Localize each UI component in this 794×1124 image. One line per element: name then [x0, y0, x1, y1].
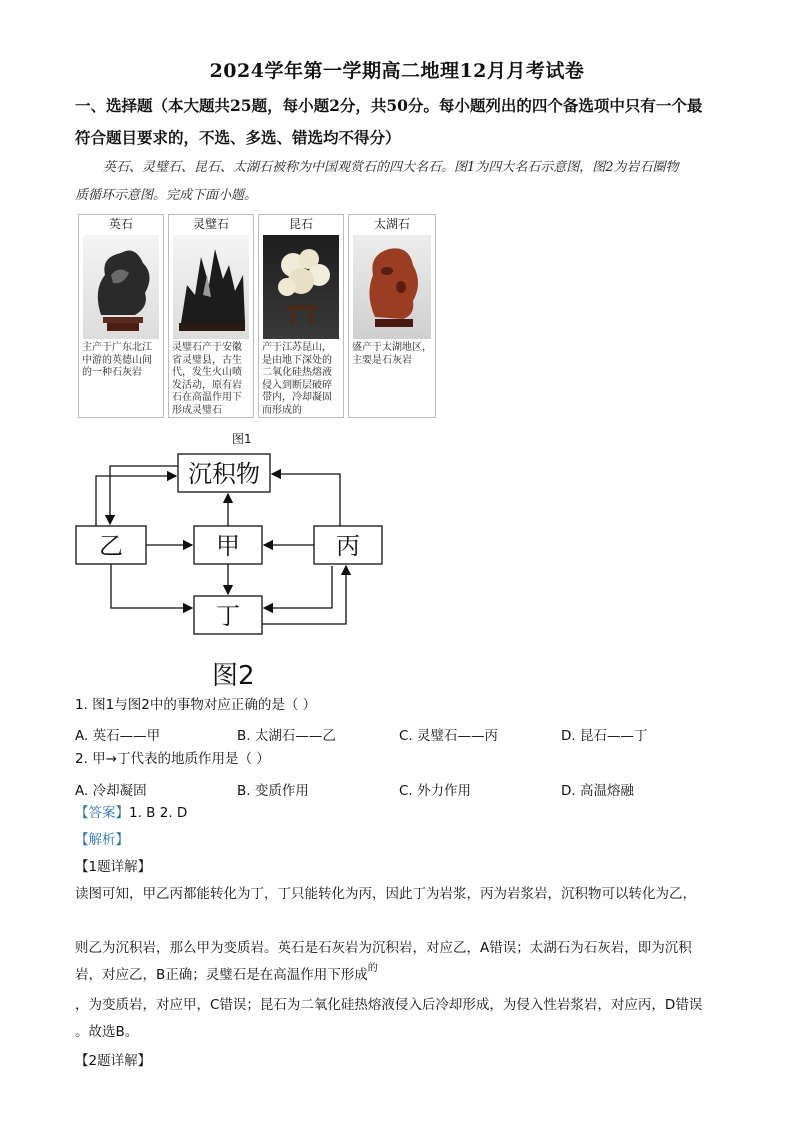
question-2-option-d[interactable]: D. 高温熔融 — [561, 783, 634, 799]
answer-label: 【答案】 — [75, 805, 129, 821]
analysis-label: 【解析】 — [75, 832, 129, 848]
detail2-label: 【2题详解】 — [75, 1053, 152, 1069]
detail1-para-3 — [75, 962, 725, 990]
rock-card-kunshi — [258, 214, 344, 418]
question-1-option-b[interactable]: B. 太湖石——乙 — [237, 728, 336, 744]
rock-name: 太湖石 — [373, 217, 410, 231]
question-2-option-c[interactable]: C. 外力作用 — [399, 783, 472, 799]
rock-card-taihushi — [348, 214, 436, 418]
detail1-para-2: 则乙为沉积岩，那么甲为变质岩。英石是石灰岩为沉积岩，对应乙，A错误；太湖石为石灰岩，即为沉积 — [75, 940, 692, 956]
rock-card-yingshi — [78, 214, 164, 418]
detail1-para-5: 。故选B。 — [75, 1024, 139, 1040]
detail1-para-3-sup: 的 — [367, 963, 378, 974]
intro-line2: 质循环示意图。完成下面小题。 — [75, 188, 258, 203]
rock-name: 昆石 — [288, 217, 313, 231]
rock-card-lingbishi — [168, 214, 254, 418]
question-2-stem: 2. 甲→丁代表的地质作用是（ ） — [75, 751, 270, 767]
rock-photo-kunshi — [263, 235, 339, 339]
question-1-option-d[interactable]: D. 昆石——丁 — [561, 728, 648, 744]
rock-photo-taihushi — [353, 235, 431, 339]
question-2-option-b[interactable]: B. 变质作用 — [237, 783, 309, 799]
figure2-caption: 图2 — [212, 661, 255, 691]
rock-desc: 盛产于太湖地区，主要是石灰岩 — [352, 342, 432, 366]
detail1-para-4: ，为变质岩，对应甲，C错误；昆石为二氧化硅热熔液侵入后冷却形成，为侵入性岩浆岩，对应丙，D错误 — [75, 997, 703, 1013]
detail1-para-1: 读图可知，甲乙丙都能转化为丁，丁只能转化为丙，因此丁为岩浆，丙为岩浆岩，沉积物可以转化为乙， — [75, 886, 696, 902]
node-bing: 丙 — [336, 532, 360, 560]
figure1-rocks — [78, 214, 438, 420]
question-2-option-a[interactable]: A. 冷却凝固 — [75, 783, 147, 799]
rock-desc: 产于江苏昆山，是由地下深处的二氧化硅热熔液侵入到断层破碎带内，冷却凝固而形成的 — [262, 342, 332, 416]
detail1-label: 【1题详解】 — [75, 859, 152, 875]
intro-line1: 英石、灵璧石、昆石、太湖石被称为中国观赏石的四大名石。图1为四大名石示意图，图2为岩石圈物 — [103, 160, 679, 175]
rock-name: 英石 — [108, 217, 133, 231]
question-1-stem: 1. 图1与图2中的事物对应正确的是（ ） — [75, 697, 317, 713]
question-1-option-c[interactable]: C. 灵璧石——丙 — [399, 728, 499, 744]
rock-name: 灵璧石 — [192, 217, 229, 231]
node-sediment: 沉积物 — [188, 460, 260, 488]
question-1-option-a[interactable]: A. 英石——甲 — [75, 728, 161, 744]
answer-line — [75, 800, 735, 827]
rock-photo-yingshi — [83, 235, 159, 339]
node-yi: 乙 — [99, 532, 123, 560]
answer-text: 1. B 2. D — [129, 805, 188, 821]
rock-desc: 灵璧石产于安徽省灵璧县，古生代，发生火山喷发活动，原有岩石在高温作用下形成灵璧石 — [172, 342, 242, 416]
detail1-para-3-text: 岩，对应乙，B正确；灵璧石是在高温作用下形成 — [75, 967, 368, 983]
rock-photo-lingbishi — [173, 235, 249, 339]
figure1-caption: 图1 — [232, 432, 252, 446]
figure2-rock-cycle-diagram — [70, 448, 390, 648]
section-heading-line1: 一、选择题（本大题共25题，每小题2分，共50分。每小题列出的四个备选项中只有一个最 — [75, 96, 703, 115]
page-title: 2024学年第一学期高二地理12月月考试卷 — [209, 60, 585, 82]
rock-desc: 主产于广东北江中游的英德山间的一种石灰岩 — [82, 342, 152, 378]
node-ding: 丁 — [216, 602, 240, 630]
node-jia: 甲 — [216, 532, 240, 560]
section-heading-line2: 符合题目要求的，不选、多选、错选均不得分） — [75, 128, 401, 147]
